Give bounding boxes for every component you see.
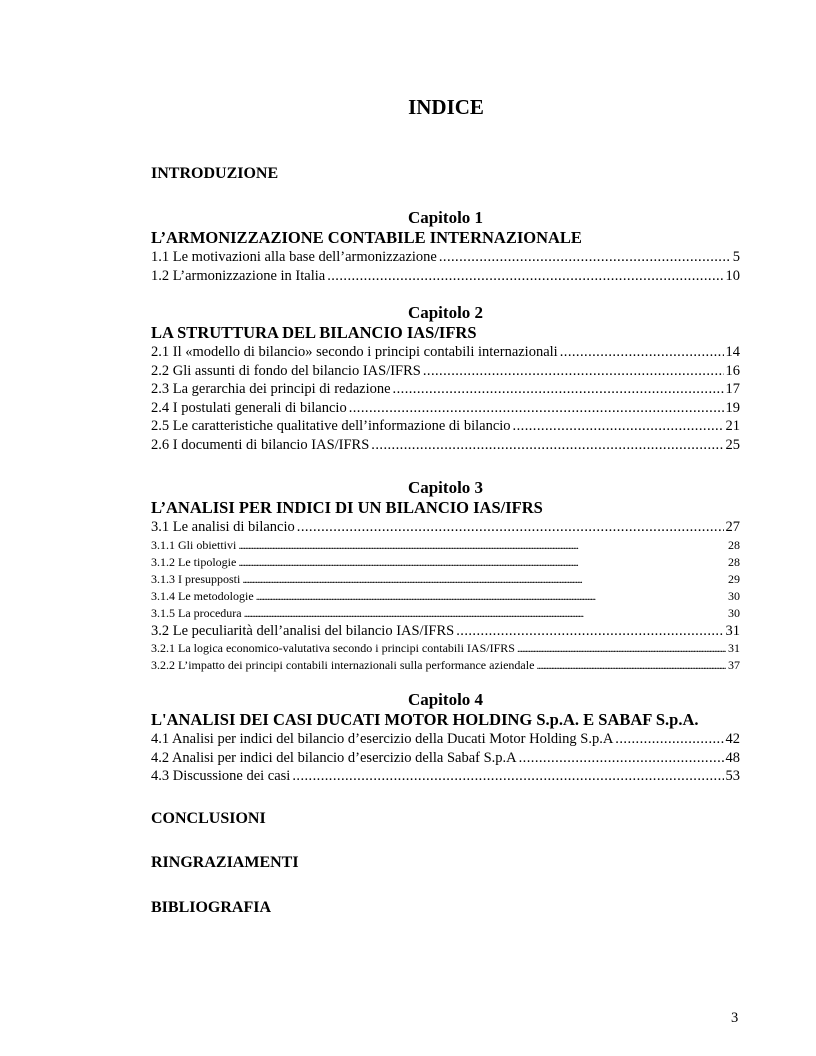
toc-leader-dots <box>439 248 731 267</box>
chapter-title: L’ARMONIZZAZIONE CONTABILE INTERNAZIONALE <box>151 228 582 247</box>
toc-entry-page: 21 <box>725 418 740 435</box>
toc-leader-dots <box>327 267 723 286</box>
page-number: 3 <box>731 1010 739 1026</box>
toc-leader-dots <box>517 640 726 657</box>
toc-subentry <box>151 640 740 657</box>
toc-entry <box>151 380 740 399</box>
toc-entry <box>151 518 740 537</box>
toc-subentry <box>151 554 740 571</box>
toc-subentry <box>151 657 740 674</box>
toc-entry-page: 31 <box>728 641 740 656</box>
toc-entry-page: 29 <box>728 571 740 586</box>
toc-leader-dots <box>519 749 724 768</box>
chapter-title: L'ANALISI DEI CASI DUCATI MOTOR HOLDING S.p.A. E SABAF S.p.A. <box>151 710 699 729</box>
toc-entry-page: 27 <box>725 519 740 535</box>
toc-entry-label: 4.1 Analisi per indici del bilancio d’esercizio della Ducati Motor Holding S.p.A <box>151 731 614 747</box>
toc-entry <box>151 399 740 418</box>
chapter-2 <box>151 303 740 455</box>
chapter-number: Capitolo 1 <box>407 208 484 227</box>
toc-leader-dots <box>244 605 726 622</box>
toc-entry-label: 1.2 L’armonizzazione in Italia <box>151 267 326 284</box>
toc-entry-label: 2.1 Il «modello di bilancio» secondo i principi contabili internazionali <box>151 344 558 360</box>
toc-entry-page: 30 <box>728 588 740 603</box>
toc-entry-page: 48 <box>725 749 740 766</box>
toc-entry-page: 25 <box>725 436 740 453</box>
toc-entry-label: 2.3 La gerarchia dei principi di redazione <box>151 381 391 398</box>
toc-subentry <box>151 605 740 622</box>
toc-entry <box>151 767 740 786</box>
toc-leader-dots <box>536 657 726 674</box>
toc-entry-label: 3.1.1 Gli obiettivi <box>151 537 237 552</box>
toc-entry <box>151 730 740 749</box>
toc-leader-dots <box>560 343 724 362</box>
toc-subentry <box>151 571 740 588</box>
toc-entry-label: 3.2 Le peculiarità dell’analisi del bilancio IAS/IFRS <box>151 622 455 639</box>
toc-entry-page: 10 <box>725 267 740 284</box>
heading-conclusions: CONCLUSIONI <box>151 810 266 827</box>
toc-entry-label: 2.5 Le caratteristiche qualitative dell’informazione di bilancio <box>151 418 511 435</box>
toc-entry <box>151 343 740 362</box>
toc-entry-label: 3.2.2 L’impatto dei principi contabili internazionali sulla performance aziendale <box>151 658 535 673</box>
chapter-4 <box>151 690 740 786</box>
toc-leader-dots <box>238 537 726 554</box>
toc-entry-page: 17 <box>725 381 740 398</box>
chapter-3 <box>151 478 740 674</box>
heading-acknowledgements: RINGRAZIAMENTI <box>151 854 299 871</box>
toc-entry-label: 2.4 I postulati generali di bilancio <box>151 399 347 416</box>
toc-entry-label: 3.1 Le analisi di bilancio <box>151 519 295 535</box>
toc-entry-page: 28 <box>728 554 740 569</box>
toc-leader-dots <box>349 399 724 418</box>
toc-entry-label: 3.1.2 Le tipologie <box>151 554 237 569</box>
toc-entry-label: 3.1.5 La procedura <box>151 605 242 620</box>
toc-leader-dots <box>423 362 724 381</box>
chapter-number: Capitolo 2 <box>407 303 484 322</box>
chapter-title: L’ANALISI PER INDICI DI UN BILANCIO IAS/IFRS <box>151 498 543 517</box>
toc-entry-label: 4.3 Discussione dei casi <box>151 768 291 785</box>
toc-entry <box>151 622 740 641</box>
toc-entry-label: 3.1.4 Le metodologie <box>151 588 254 603</box>
toc-entry-label: 1.1 Le motivazioni alla base dell’armonizzazione <box>151 249 437 265</box>
toc-entry <box>151 749 740 768</box>
toc-entry-page: 37 <box>728 658 740 673</box>
toc-entry <box>151 417 740 436</box>
toc-leader-dots <box>256 588 726 605</box>
toc-leader-dots <box>238 554 726 571</box>
chapter-number: Capitolo 3 <box>407 478 484 497</box>
toc-entry-page: 19 <box>725 399 740 416</box>
toc-leader-dots <box>456 622 723 641</box>
toc-entry-label: 3.2.1 La logica economico-valutativa secondo i principi contabili IAS/IFRS <box>151 641 515 656</box>
toc-entry-label: 2.2 Gli assunti di fondo del bilancio IAS/IFRS <box>151 362 421 379</box>
chapter-1 <box>151 208 740 285</box>
heading-bibliography: BIBLIOGRAFIA <box>151 899 272 916</box>
toc-leader-dots <box>513 417 724 436</box>
toc-entry <box>151 362 740 381</box>
toc-entry-page: 42 <box>725 731 740 747</box>
toc-leader-dots <box>371 436 723 455</box>
toc-entry-page: 30 <box>728 605 740 620</box>
toc-entry-page: 28 <box>728 537 740 552</box>
toc-entry-page: 31 <box>725 622 740 639</box>
chapter-title: LA STRUTTURA DEL BILANCIO IAS/IFRS <box>151 323 477 342</box>
toc-entry <box>151 267 740 286</box>
chapter-number: Capitolo 4 <box>407 690 484 709</box>
toc-leader-dots <box>292 767 723 786</box>
toc-subentry <box>151 537 740 554</box>
toc-entry-label: 4.2 Analisi per indici del bilancio d’esercizio della Sabaf S.p.A <box>151 749 517 766</box>
toc-entry <box>151 248 740 267</box>
toc-entry-label: 3.1.3 I presupposti <box>151 571 241 586</box>
toc-entry-page: 53 <box>725 768 740 785</box>
toc-entry-label: 2.6 I documenti di bilancio IAS/IFRS <box>151 436 370 453</box>
toc-entry-page: 5 <box>732 249 740 265</box>
toc-leader-dots <box>393 380 724 399</box>
heading-introduction: INTRODUZIONE <box>151 165 279 182</box>
toc-subentry <box>151 588 740 605</box>
page-title: INDICE <box>408 95 484 119</box>
toc-entry <box>151 436 740 455</box>
toc-entry-page: 16 <box>725 362 740 379</box>
toc-leader-dots <box>615 730 723 749</box>
toc-leader-dots <box>297 518 724 537</box>
toc-leader-dots <box>242 571 726 588</box>
toc-entry-page: 14 <box>725 344 740 360</box>
